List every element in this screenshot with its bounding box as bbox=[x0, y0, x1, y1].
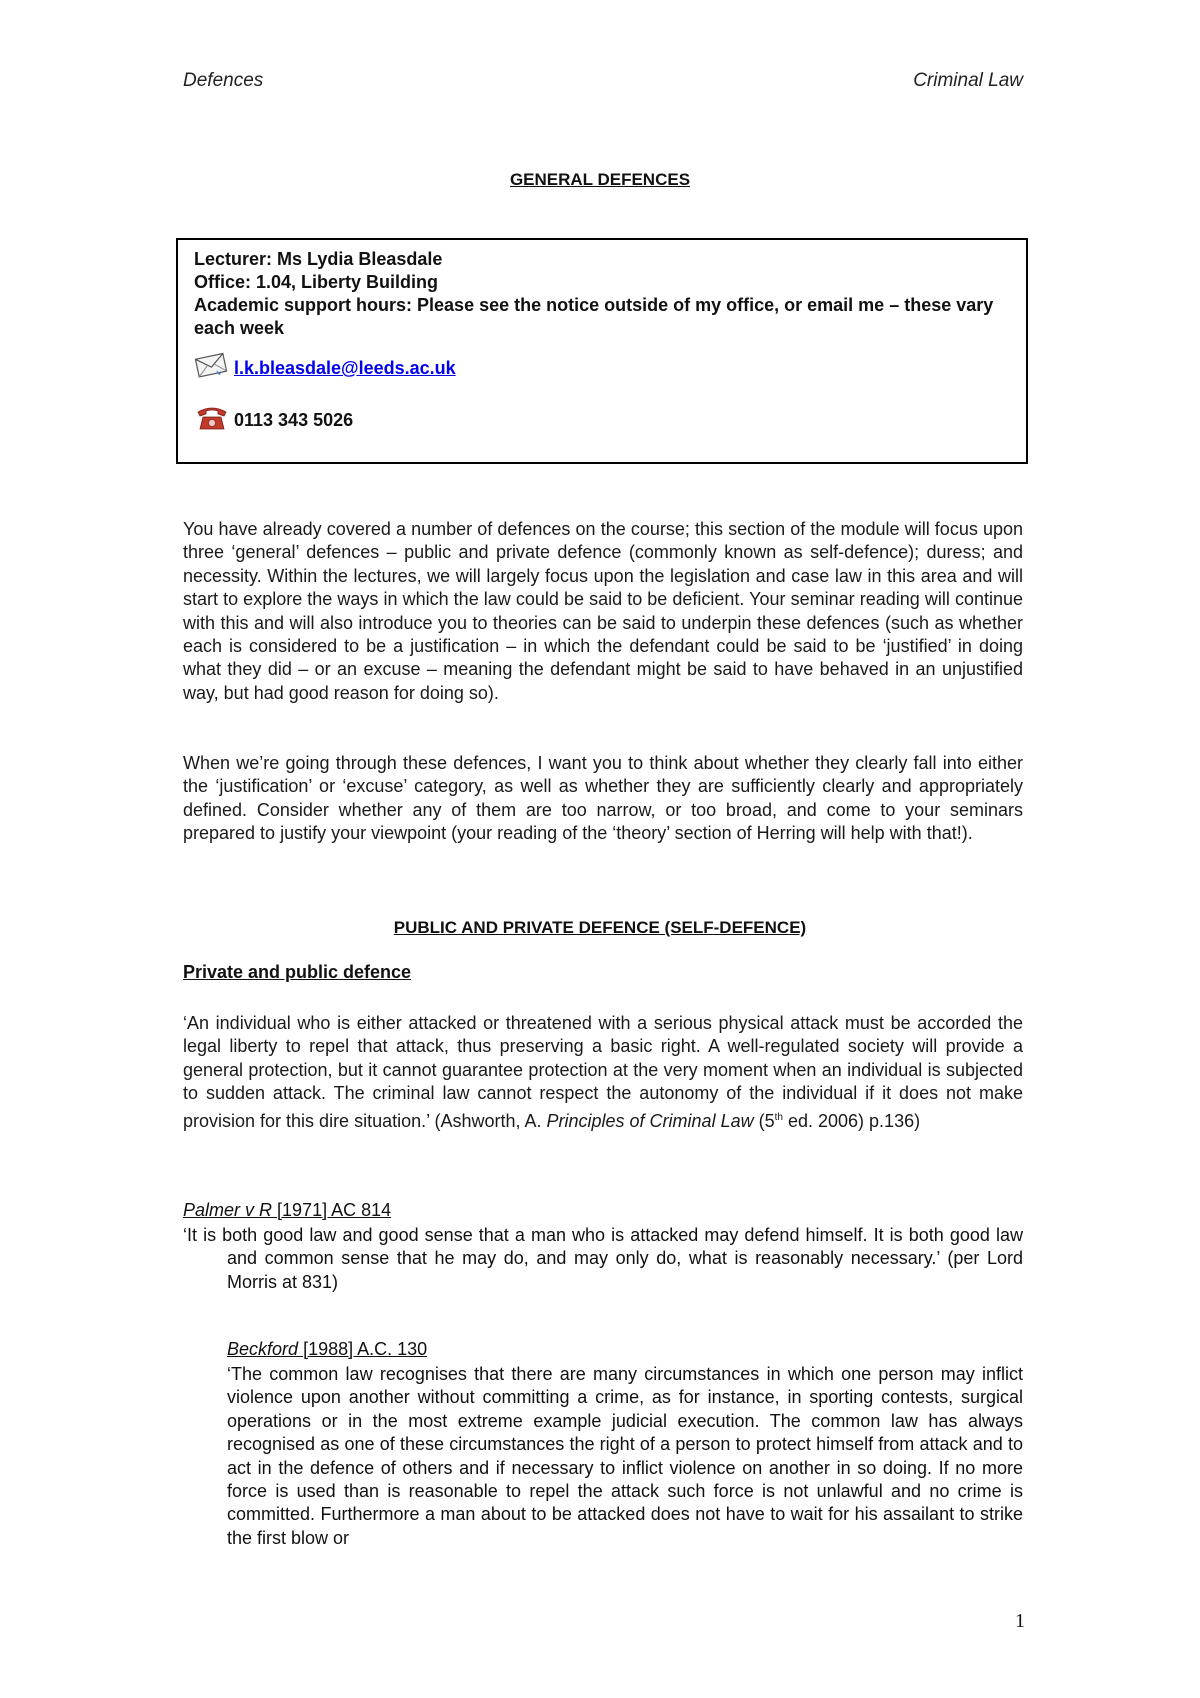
header-left: Defences bbox=[183, 70, 264, 91]
palmer-case-cite: [1971] AC 814 bbox=[277, 1200, 392, 1220]
phone-row bbox=[194, 396, 1010, 432]
page-number: 1 bbox=[1015, 1610, 1025, 1632]
support-hours-line: Academic support hours: Please see the notice outside of my office, or email me – these vary each week bbox=[194, 295, 994, 338]
ashworth-cite-a: (5 bbox=[758, 1110, 775, 1131]
palmer-case-name: Palmer v R bbox=[183, 1200, 273, 1220]
ashworth-quote-text: ‘An individual who is either attacked or threatened with a serious physical attack must be accorded the legal liberty to repel that attack, thus preserving a basic right. A well-regulated society will provide a general protection, but it cannot guarantee protection at the very moment when an individual is subjected to sudden attack. The criminal law cannot respect the autonomy of the individual if it does not make provision for this dire situation.’ (Ashworth, A. bbox=[183, 1013, 1023, 1131]
ashworth-quote bbox=[183, 1012, 1023, 1133]
contact-box bbox=[176, 238, 1028, 464]
beckford-quote: ‘The common law recognises that there are many circumstances in which one person may inflict violence upon another without committing a crime, as for instance, in sporting contests, surgical operations or in the most extreme example judicial execution. The common law has always recognised as one of these circumstances the right of a person to protect himself from attack and to act in the defence of others and if necessary to inflict violence on another in so doing. If no more force is used than is reasonable to repel the attack such force is not unlawful and no crime is committed. Furthermore a man about to be attacked does not have to wait for his assailant to strike the first blow or bbox=[227, 1364, 1023, 1548]
section-title: PUBLIC AND PRIVATE DEFENCE (SELF-DEFENCE) bbox=[393, 918, 807, 937]
page-title: GENERAL DEFENCES bbox=[509, 170, 691, 189]
ashworth-book-title: Principles of Criminal Law bbox=[546, 1110, 754, 1131]
intro-paragraph: You have already covered a number of defences on the course; this section of the module will focus upon three ‘general’ defences – public and private defence (commonly known as self-defence); duress; and necessity. Within the lectures, we will largely focus upon the legislation and case law in this area and will start to explore the ways in which the law could be said to be deficient. Your seminar reading will continue with this and will also introduce you to theories can be said to underpin these defences (such as whether each is considered to be a justification – in which the defendant could be said to be ‘justified’ in doing what they did – or an excuse – meaning the defendant might be said to have behaved in an unjustified way, but had good reason for doing so). bbox=[183, 519, 1023, 703]
palmer-citation bbox=[183, 1200, 391, 1221]
office-line: Office: 1.04, Liberty Building bbox=[194, 272, 439, 292]
telephone-icon bbox=[194, 402, 230, 432]
ashworth-cite-sup: th bbox=[774, 1111, 783, 1123]
ashworth-cite-b: ed. 2006) p.136) bbox=[787, 1110, 921, 1131]
beckford-case-name: Beckford bbox=[227, 1339, 299, 1359]
email-link[interactable]: l.k.bleasdale@leeds.ac.uk bbox=[234, 358, 456, 378]
header-right: Criminal Law bbox=[913, 70, 1023, 91]
palmer-quote: ‘It is both good law and good sense that a man who is attacked may defend himself. It is both good law and common sense that he may do, and may only do, what is reasonably necessary.’ (per Lord Morris at 831) bbox=[183, 1225, 1023, 1292]
subheading: Private and public defence bbox=[183, 962, 412, 982]
email-row bbox=[194, 344, 1010, 380]
beckford-case-cite: [1988] A.C. 130 bbox=[303, 1339, 428, 1359]
second-paragraph: When we’re going through these defences, I want you to think about whether they clearly fall into either the ‘justification’ or ‘excuse’ category, as well as whether they are sufficiently clearly and appropriately defined. Consider whether any of them are too narrow, or too broad, and come to your seminars prepared to justify your viewpoint (your reading of the ‘theory’ section of Herring will help with that!). bbox=[183, 753, 1023, 844]
envelope-icon bbox=[194, 350, 230, 380]
beckford-citation bbox=[227, 1339, 427, 1360]
lecturer-line: Lecturer: Ms Lydia Bleasdale bbox=[194, 249, 443, 269]
phone-number: 0113 343 5026 bbox=[234, 410, 354, 430]
